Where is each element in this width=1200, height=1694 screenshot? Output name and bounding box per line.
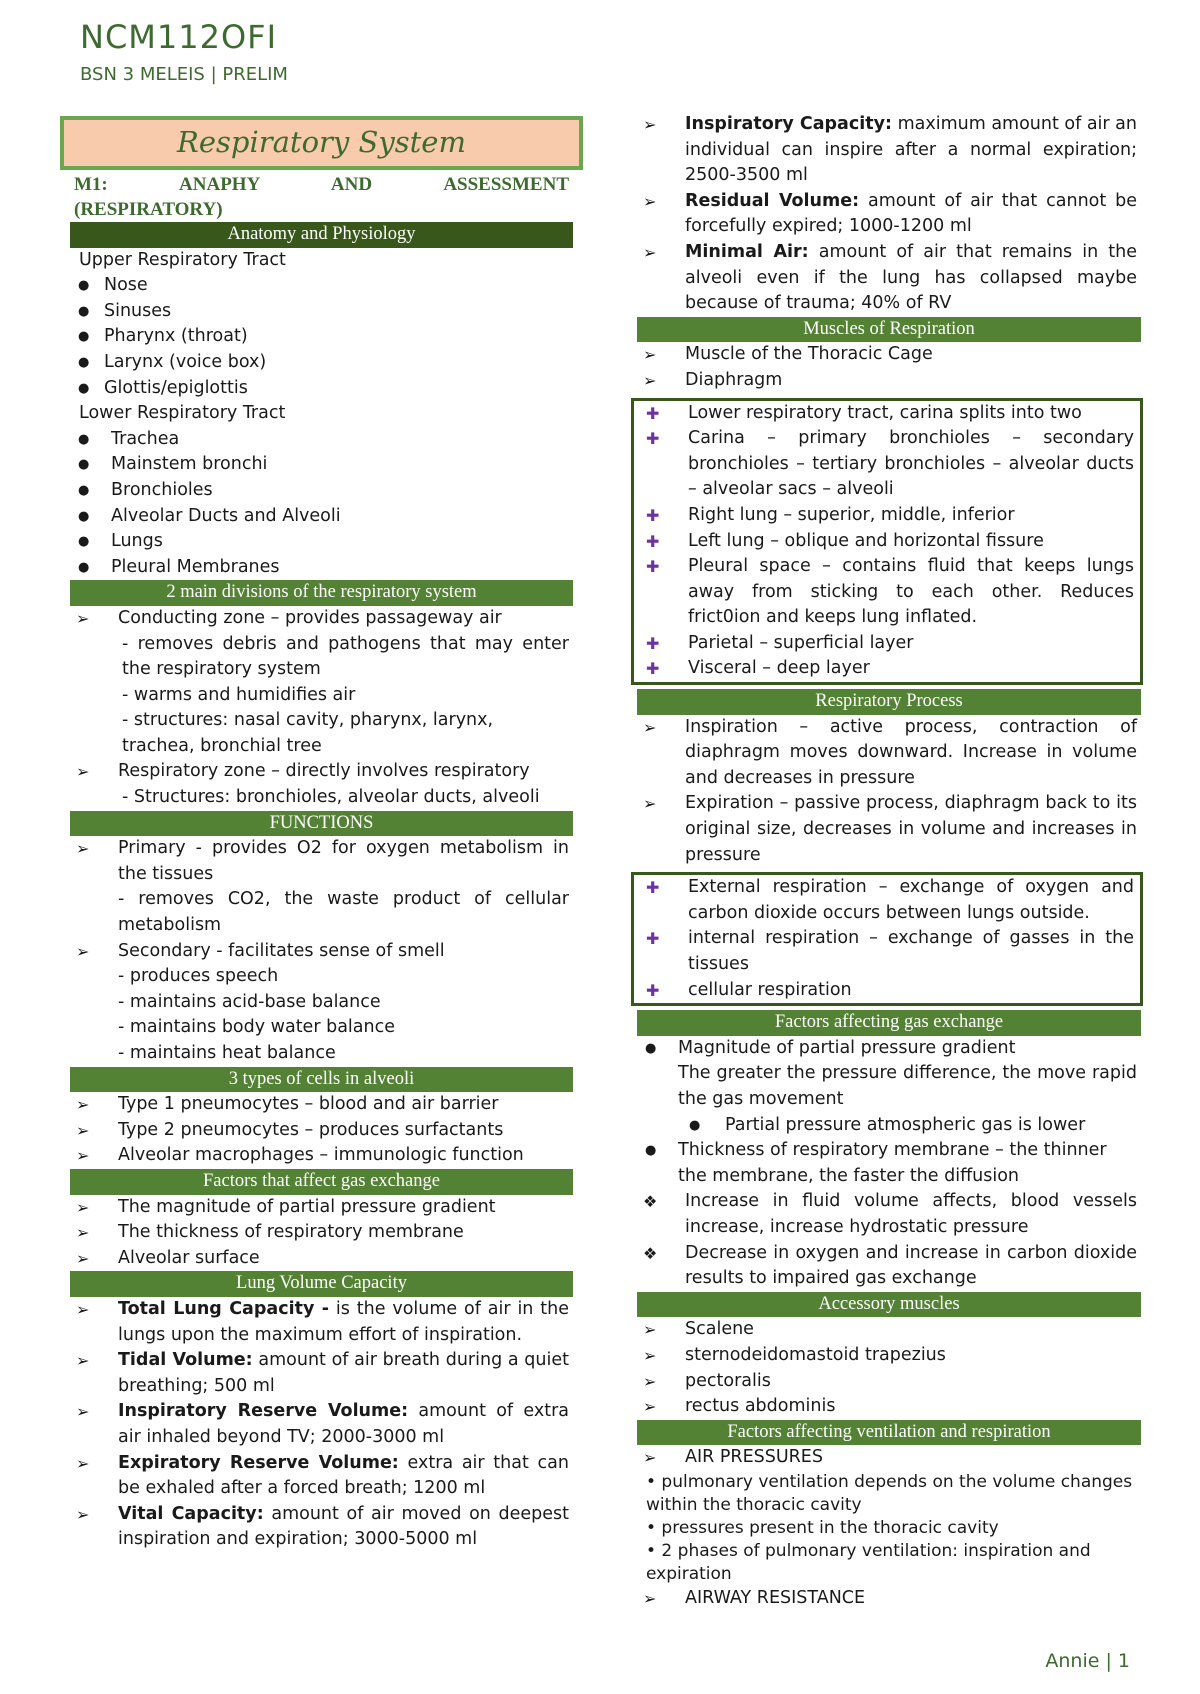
arrow-icon: ➢ [76, 1453, 90, 1473]
section-header-factors: Factors that affect gas exchange [70, 1169, 573, 1195]
arrow-icon: ➢ [76, 1504, 90, 1524]
list-item: ● Larynx (voice box) [74, 350, 569, 376]
list-item: ● Glottis/epiglottis [74, 376, 569, 402]
section-header-functions: FUNCTIONS [70, 811, 573, 837]
list-item: ● Pleural Membranes [74, 555, 569, 581]
arrow-icon: ➢ [643, 1588, 657, 1608]
arrow-icon: ➢ [76, 1402, 90, 1422]
arrow-icon: ➢ [76, 1299, 90, 1319]
list-item: ✚ Right lung – superior, middle, inferior [644, 503, 1134, 529]
page-footer: Annie | 1 [1045, 1650, 1130, 1672]
list-item: ✚ Left lung – oblique and horizontal fissure [644, 529, 1134, 555]
list-item: ➢ sternodeidomastoid trapezius [641, 1343, 1137, 1369]
arrow-icon: ➢ [643, 191, 657, 211]
arrow-icon: ➢ [76, 1146, 90, 1166]
arrow-icon: ➢ [643, 115, 657, 134]
list-item: ✚ Carina – primary bronchioles – secondary bronchioles – tertiary bronchioles – alveolar ducts – alveolar sacs – alveoli [646, 428, 1134, 500]
list-item: ● Thickness of respiratory membrane – the thinner the membrane, the faster the diffusion [645, 1140, 1107, 1186]
list-item: ● Mainstem bronchi [74, 452, 569, 478]
bullet-icon: ● [78, 278, 90, 294]
list-item: ● Partial pressure atmospheric gas is lower [641, 1113, 1137, 1139]
capacity-list [641, 112, 1137, 317]
arrow-icon: ➢ [643, 345, 657, 365]
pointer-hand-icon: ✚ [646, 505, 660, 525]
list-item: ➢ The magnitude of partial pressure gradient [74, 1195, 569, 1221]
banner-title: Respiratory System [177, 125, 466, 160]
arrow-icon: ➢ [643, 242, 657, 262]
right-column [641, 112, 1137, 1611]
section-header-divisions: 2 main divisions of the respiratory system [70, 580, 573, 606]
arrow-icon: ➢ [76, 1197, 90, 1217]
pointer-hand-icon: ✚ [646, 403, 660, 423]
list-item: ➢ Expiratory Reserve Volume: extra air that can be exhaled after a forced breath; 1200 ml [76, 1452, 569, 1499]
bullet-icon: ● [78, 559, 90, 575]
list-item: ➢ Inspiratory Reserve Volume: amount of extra air inhaled beyond TV; 2000-3000 ml [76, 1401, 569, 1447]
list-item: ❖ Increase in fluid volume affects, blood vessels increase, increase hydrostatic pressure [643, 1191, 1137, 1237]
list-item: ➢ Inspiration – active process, contraction of diaphragm moves downward. Increase in volume and decreases in pressure [643, 716, 1137, 788]
left-column [74, 112, 569, 1553]
upper-tract-title: Upper Respiratory Tract [79, 249, 286, 270]
list-item: ➢ Tidal Volume: amount of air breath during a quiet breathing; 500 ml [76, 1350, 569, 1396]
lower-tract-title: Lower Respiratory Tract [79, 403, 286, 424]
list-item: ➢ Muscle of the Thoracic Cage [641, 342, 1137, 368]
list-item: ➢ Minimal Air: amount of air that remains in the alveoli even if the lung has collapsed maybe because of trauma; 40% of RV [643, 241, 1137, 314]
list-item: ➢ Scalene [641, 1317, 1137, 1343]
section-header-accessory: Accessory muscles [637, 1292, 1141, 1318]
list-item: ➢ AIR PRESSURES [641, 1445, 1137, 1471]
pointer-hand-icon: ✚ [646, 878, 660, 898]
list-item: ➢ Type 1 pneumocytes – blood and air barrier [74, 1092, 569, 1118]
topic-banner [60, 116, 583, 170]
upper-tract-list [74, 273, 569, 401]
diamond-bullet-icon: ❖ [643, 1192, 658, 1212]
ventilation-note: • 2 phases of pulmonary ventilation: inspiration and expiration [646, 1540, 1091, 1584]
arrow-icon: ➢ [643, 794, 657, 814]
pointer-hand-icon: ✚ [646, 557, 660, 577]
bullet-icon: ● [78, 431, 90, 447]
process-list [641, 715, 1137, 869]
bullet-icon: ● [78, 303, 90, 319]
arrow-icon: ➢ [76, 839, 90, 859]
list-item: ✚ Visceral – deep layer [644, 656, 1134, 682]
ventilation-note: • pressures present in the thoracic cavity [646, 1517, 999, 1538]
arrow-icon: ➢ [643, 1397, 657, 1417]
pointer-hand-icon: ✚ [646, 531, 660, 551]
section-header-lung-volume: Lung Volume Capacity [70, 1271, 573, 1297]
list-item: ➢ Primary - provides O2 for oxygen metabolism in the tissues - removes CO2, the waste product of cellular metabolism [76, 838, 569, 936]
list-item: ➢ The thickness of respiratory membrane [74, 1220, 569, 1246]
arrow-icon: ➢ [643, 1448, 657, 1468]
list-item: ● Lungs [74, 529, 569, 555]
pointer-hand-icon: ✚ [646, 929, 660, 949]
list-item: ✚ Parietal – superficial layer [644, 631, 1134, 657]
list-item: ➢ Expiration – passive process, diaphragm back to its original size, decreases in volume and increases in pressure [643, 793, 1137, 865]
gas-list [641, 1036, 1137, 1113]
arrow-icon: ➢ [643, 370, 657, 390]
list-item: ➢ Respiratory zone – directly involves respiratory - Structures: bronchioles, alveolar ducts, alveoli [76, 761, 540, 808]
arrow-icon: ➢ [643, 1371, 657, 1391]
list-item: ❖ Decrease in oxygen and increase in carbon dioxide results to impaired gas exchange [643, 1242, 1137, 1289]
notes-box-respiration [631, 872, 1143, 1006]
list-item: ➢ Total Lung Capacity - is the volume of air in the lungs upon the maximum effort of inspiration. [76, 1298, 569, 1345]
arrow-icon: ➢ [76, 1248, 90, 1268]
list-item: ✚ External respiration – exchange of oxygen and carbon dioxide occurs between lungs outside. [646, 877, 1134, 923]
list-item: ● Bronchioles [74, 478, 569, 504]
pointer-hand-icon: ✚ [646, 980, 660, 1000]
pointer-hand-icon: ✚ [646, 633, 660, 653]
list-item: ➢ AIRWAY RESISTANCE [641, 1586, 1137, 1612]
document-subtitle: BSN 3 MELEIS | PRELIM [80, 64, 288, 85]
functions-list [74, 836, 569, 1066]
arrow-icon: ➢ [76, 762, 90, 782]
bullet-icon: ● [78, 508, 90, 524]
list-item: ➢ Residual Volume: amount of air that cannot be forcefully expired; 1000-1200 ml [643, 190, 1137, 237]
module-title-line2: (RESPIRATORY) [74, 199, 223, 220]
list-item: ➢ rectus abdominis [641, 1394, 1137, 1420]
arrow-icon: ➢ [643, 1345, 657, 1365]
bullet-icon: ● [78, 329, 90, 345]
pointer-hand-icon: ✚ [646, 429, 660, 449]
list-item: ● Alveolar Ducts and Alveoli [74, 504, 569, 530]
list-item: ● Nose [74, 273, 569, 299]
muscles-list [641, 342, 1137, 393]
arrow-icon: ➢ [76, 941, 90, 961]
lower-tract-list [74, 427, 569, 581]
bullet-icon: ● [78, 380, 90, 396]
bullet-icon: ● [78, 482, 90, 498]
list-item: ✚ internal respiration – exchange of gasses in the tissues [646, 928, 1134, 974]
section-header-anatomy: Anatomy and Physiology [70, 222, 573, 248]
list-item: ➢ Alveolar macrophages – immunologic function [74, 1143, 569, 1169]
arrow-icon: ➢ [643, 717, 657, 737]
list-item: ➢ Conducting zone – provides passageway air - removes debris and pathogens that may enter the respiratory system - warms and humidifies air - structures: nasal cavity, pharynx, larynx, trachea, bronchial tree [76, 607, 569, 756]
document-title: NCM112OFI [80, 18, 277, 56]
accessory-list [641, 1317, 1137, 1419]
arrow-icon: ➢ [76, 1095, 90, 1115]
pointer-hand-icon: ✚ [646, 659, 660, 679]
module-title: M1: ANAPHY AND ASSESSMENT [74, 174, 569, 195]
ventilation-note: • pulmonary ventilation depends on the volume changes within the thoracic cavity [646, 1471, 1133, 1515]
section-header-gas-exchange: Factors affecting gas exchange [637, 1010, 1141, 1036]
bullet-icon: ● [78, 457, 90, 473]
arrow-icon: ➢ [76, 1223, 90, 1243]
section-header-cells: 3 types of cells in alveoli [70, 1067, 573, 1093]
section-header-muscles: Muscles of Respiration [637, 317, 1141, 343]
list-item: ➢ Vital Capacity: amount of air moved on deepest inspiration and expiration; 3000-5000 ml [76, 1503, 570, 1550]
arrow-icon: ➢ [643, 1320, 657, 1340]
list-item: ● Pharynx (throat) [74, 324, 569, 350]
list-item: ➢ Alveolar surface [74, 1246, 569, 1272]
list-item: ➢ Diaphragm [641, 368, 1137, 394]
list-item: ● Magnitude of partial pressure gradient The greater the pressure difference, the move rapid the gas movement [645, 1037, 1137, 1109]
bullet-icon: ● [78, 534, 90, 550]
arrow-icon: ➢ [76, 1351, 90, 1371]
bullet-icon: ● [645, 1040, 657, 1056]
list-item: ✚ Pleural space – contains fluid that keeps lungs away from sticking to each other. Reduces frict0ion and keeps lung inflated. [646, 556, 1134, 628]
bullet-icon: ● [78, 354, 90, 370]
notes-box-anatomy [631, 398, 1143, 686]
diamond-bullet-icon: ❖ [643, 1243, 658, 1263]
list-item: ➢ Secondary - facilitates sense of smell - produces speech - maintains acid-base balance - maintains body water balance - maintains heat balance [76, 940, 445, 1063]
lung-volume-list [74, 1297, 569, 1553]
list-item: ➢ Type 2 pneumocytes – produces surfactants [74, 1118, 569, 1144]
bullet-icon: ● [689, 1117, 701, 1133]
arrow-icon: ➢ [76, 608, 90, 628]
list-item: ✚ Lower respiratory tract, carina splits into two [644, 401, 1134, 427]
arrow-icon: ➢ [76, 1120, 90, 1140]
section-header-process: Respiratory Process [637, 689, 1141, 715]
cells-list [74, 1092, 569, 1169]
section-header-ventilation: Factors affecting ventilation and respiration [637, 1420, 1141, 1446]
list-item: ➢ Inspiratory Capacity: maximum amount of air an individual can inspire after a normal expiration; 2500-3500 ml [643, 114, 1137, 186]
factors-list [74, 1195, 569, 1272]
list-item: ✚ cellular respiration [644, 978, 1134, 1004]
list-item: ➢ pectoralis [641, 1369, 1137, 1395]
list-item: ● Sinuses [74, 299, 569, 325]
divisions-list [74, 606, 569, 811]
list-item: ● Trachea [74, 427, 569, 453]
bullet-icon: ● [645, 1143, 657, 1159]
